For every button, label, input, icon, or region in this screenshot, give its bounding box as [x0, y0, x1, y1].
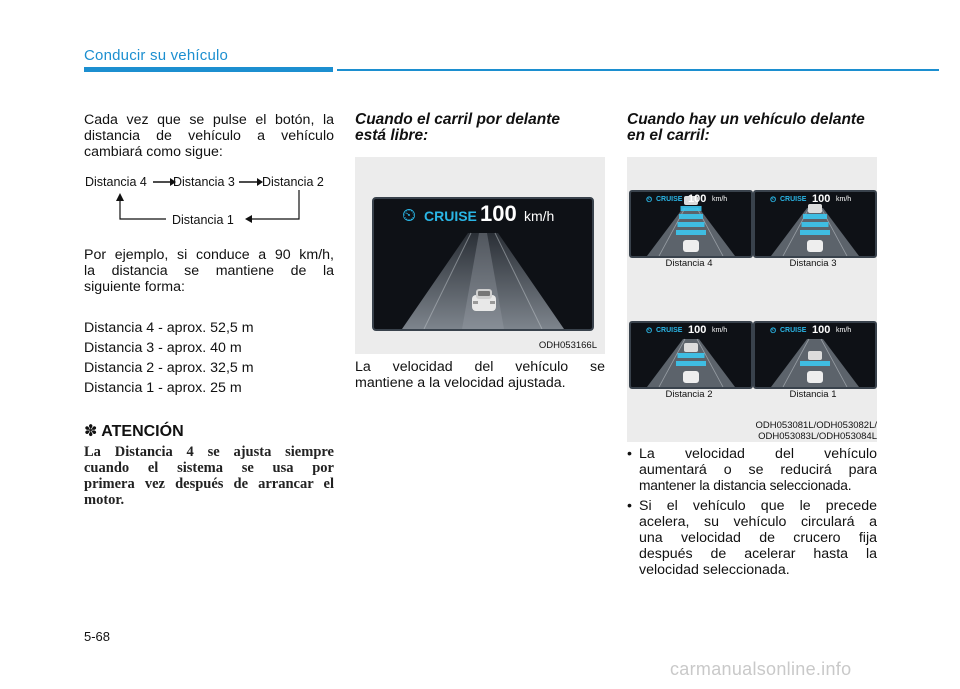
distance-bar [678, 353, 705, 358]
intro-line: distancia de vehículo a vehículo [84, 128, 334, 144]
lane-clear-body [355, 359, 605, 391]
watermark: carmanualsonline.info [670, 659, 852, 679]
own-car-icon [683, 240, 699, 252]
panel-speed: 100 [812, 324, 831, 336]
heading-vehicle-ahead [627, 112, 879, 144]
distance-panel [753, 190, 877, 258]
own-car-icon [469, 287, 499, 313]
distance-bar [802, 222, 829, 227]
own-car-icon [807, 240, 823, 252]
cruise-speedometer-icon: ⏲ [646, 326, 653, 335]
attention-title: ✽ ATENCIÓN [84, 423, 184, 440]
distance-value: Distancia 2 - aprox. 32,5 m [84, 360, 254, 376]
diagram-distance-1: Distancia 1 [172, 213, 234, 227]
intro-paragraph [84, 112, 334, 160]
bullet-line: mantener la distancia seleccionada. [639, 478, 852, 493]
panel-speed: 100 [688, 324, 707, 336]
panel-speed: 100 [812, 193, 831, 205]
heading-line: Cuando hay un vehículo delante [627, 111, 865, 128]
distance-value: Distancia 1 - aprox. 25 m [84, 380, 242, 396]
distance-panel-caption: Distancia 3 [789, 258, 837, 269]
cluster-display [372, 197, 594, 331]
own-car-icon [683, 371, 699, 383]
panel-speed-unit: km/h [712, 327, 728, 334]
cruise-speedometer-icon: ⏲ [770, 326, 777, 335]
example-line: la distancia se mantiene de la [84, 263, 334, 279]
cruise-label: CRUISE [424, 208, 477, 224]
distance-value: Distancia 4 - aprox. 52,5 m [84, 320, 254, 336]
distance-panel-caption: Distancia 4 [665, 258, 713, 269]
lead-car-icon [808, 204, 822, 213]
section-title: Conducir su vehículo [84, 47, 229, 64]
distance-panel [629, 190, 753, 258]
cruise-speedometer-icon: ⏲ [402, 205, 417, 225]
lead-car-icon [684, 343, 698, 352]
panel-speed-unit: km/h [836, 196, 852, 203]
distance-bar [803, 214, 827, 219]
bullet-line: velocidad seleccionada. [639, 562, 790, 578]
bullet-dot: • [627, 498, 632, 514]
figure-code-line: ODH053083L/ODH053084L [758, 431, 877, 442]
bullet-line: acelera, su vehículo circulará a [639, 514, 877, 530]
bullet-line: aumentará o se reducirá para [639, 462, 877, 478]
bullet-item [627, 446, 877, 494]
panel-speed-unit: km/h [836, 327, 852, 334]
example-paragraph [84, 247, 334, 295]
panel-cruise-label: CRUISE [780, 196, 807, 203]
attention-line: motor. [84, 492, 125, 508]
distance-panel [753, 321, 877, 389]
set-speed: 100 [480, 201, 517, 226]
attention-line: La Distancia 4 se ajusta siempre [84, 444, 334, 460]
bullet-line: una velocidad de crucero fija [639, 530, 877, 546]
bullet-dot: • [627, 446, 632, 462]
diagram-distance-3: Distancia 3 [173, 175, 235, 189]
diagram-distance-2: Distancia 2 [262, 175, 324, 189]
distance-panel-caption: Distancia 1 [789, 389, 837, 400]
figure-cruise-display [355, 157, 605, 354]
speed-unit: km/h [524, 208, 555, 224]
own-car-icon [807, 371, 823, 383]
bullet-line: Si el vehículo que le precede [639, 498, 877, 514]
distance-bar [681, 206, 702, 211]
figure-code-line: ODH053081L/ODH053082L/ [755, 420, 877, 431]
cruise-speedometer-icon: ⏲ [770, 195, 777, 204]
bullet-line: La velocidad del vehículo [639, 446, 877, 462]
bullet-item [627, 498, 877, 578]
page-number: 5-68 [84, 629, 111, 644]
distance-value: Distancia 3 - aprox. 40 m [84, 340, 242, 356]
diagram-distance-4: Distancia 4 [85, 175, 147, 189]
attention-line: cuando el sistema se usa por [84, 460, 334, 476]
figure-distance-panels [627, 157, 877, 442]
example-line: Por ejemplo, si conduce a 90 km/h, [84, 247, 334, 263]
intro-line: cambiará como sigue: [84, 144, 223, 160]
distance-panel [629, 321, 753, 389]
panel-speed: 100 [688, 193, 707, 205]
distance-bar [679, 214, 703, 219]
body-line: mantiene a la velocidad ajustada. [355, 375, 566, 391]
distance-bar [800, 230, 830, 235]
lead-car-icon [808, 351, 822, 360]
attention-body [84, 444, 334, 508]
header-rule-thin [337, 69, 939, 71]
panel-cruise-label: CRUISE [780, 327, 807, 334]
intro-line: Cada vez que se pulse el botón, la [84, 112, 334, 128]
panel-cruise-label: CRUISE [656, 196, 683, 203]
heading-line: está libre: [355, 127, 429, 144]
cruise-speedometer-icon: ⏲ [646, 195, 653, 204]
header-rule-thick [84, 67, 333, 72]
bullet-line: después de acelerar hasta la [639, 546, 877, 562]
heading-lane-clear [355, 112, 607, 144]
distance-bar [676, 361, 706, 366]
attention-line: primera vez después de arrancar el [84, 476, 334, 492]
distance-panel-caption: Distancia 2 [665, 389, 713, 400]
distance-bar [800, 361, 830, 366]
heading-line: en el carril: [627, 127, 710, 144]
distance-bar [676, 230, 706, 235]
example-line: siguiente forma: [84, 279, 185, 295]
heading-line: Cuando el carril por delante [355, 111, 560, 128]
figure-code: ODH053166L [538, 340, 597, 351]
distance-cycle-diagram [84, 168, 344, 238]
distance-bar [678, 222, 705, 227]
panel-cruise-label: CRUISE [656, 327, 683, 334]
panel-speed-unit: km/h [712, 196, 728, 203]
figure-codes [627, 420, 877, 442]
body-line: La velocidad del vehículo se [355, 359, 605, 375]
